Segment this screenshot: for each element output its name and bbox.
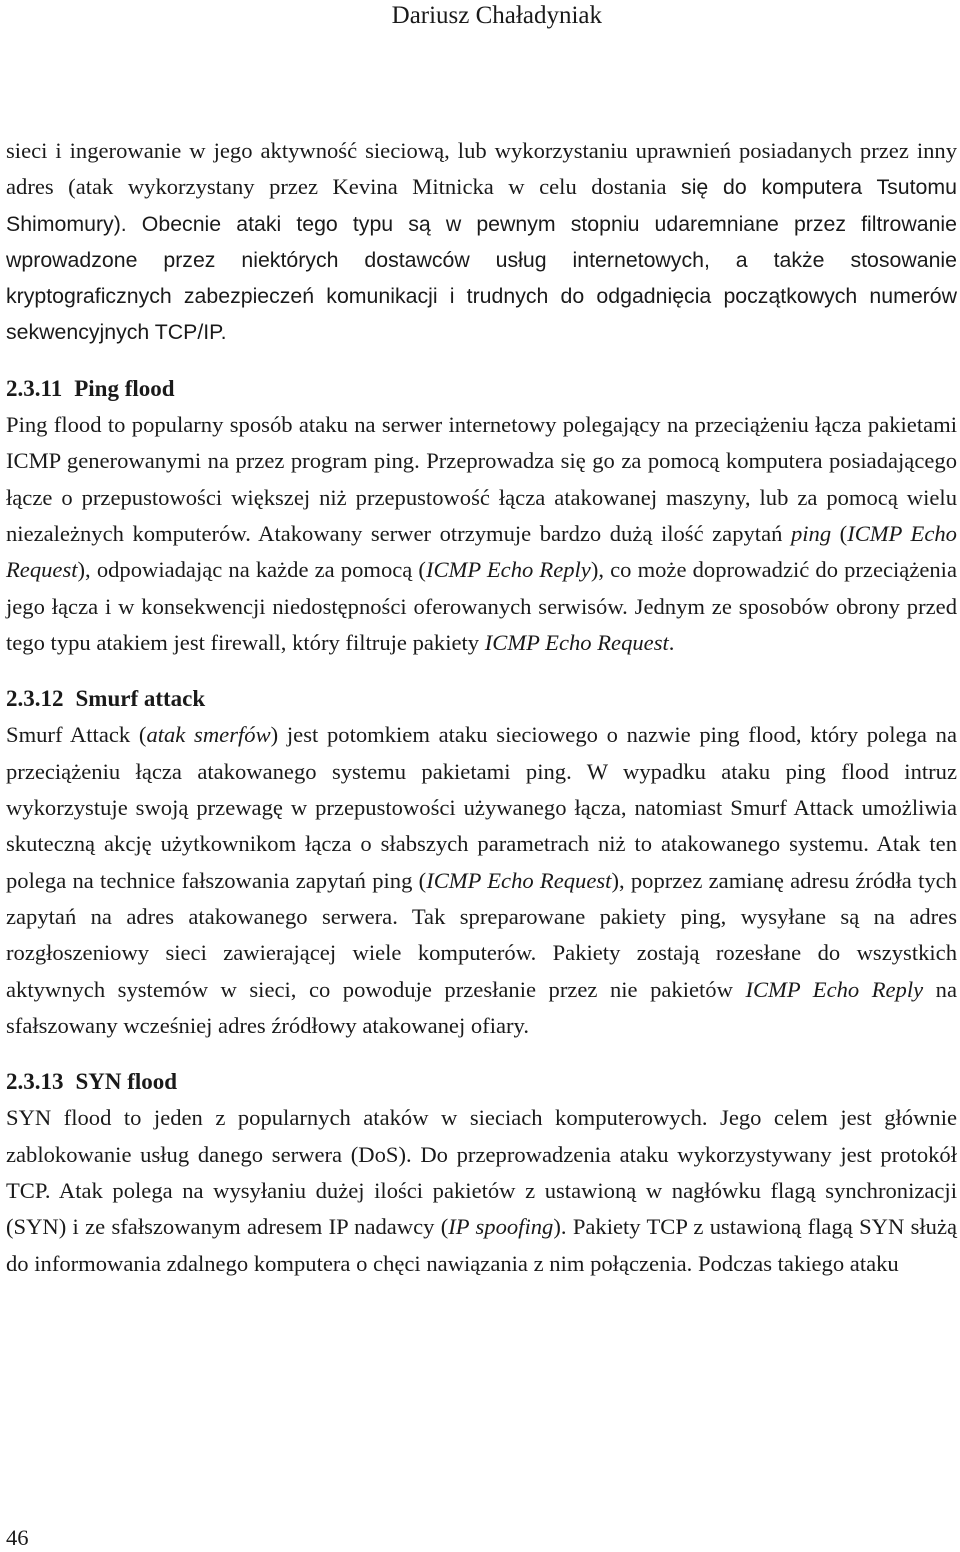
emphasis-text: ICMP Echo Reply	[425, 557, 591, 583]
emphasis-text: ICMP Echo Reply	[745, 976, 924, 1002]
running-header: Dariusz Chaładyniak	[391, 2, 602, 29]
emphasis-text: ICMP Echo Request	[484, 629, 669, 655]
page-number: 46	[6, 1525, 29, 1550]
section-number: 2.3.13	[6, 1069, 64, 1095]
syn-flood-paragraph	[6, 1100, 957, 1281]
section-number: 2.3.11	[6, 375, 63, 401]
emphasis-text: ICMP Echo Request	[426, 867, 612, 893]
section-heading-syn-flood	[6, 1064, 957, 1100]
paragraph-text: (	[831, 520, 848, 546]
intro-text-sans: się do komputera Tsutomu Shimomury). Obecnie ataki tego typu są w pewnym stopniu udaremniane przez filtrowanie wprowadzone przez niektórych dostawców usług internetowych, a także stosowanie kryptograficznych zabezpieczeń komunikacji i trudnych do odgadnięcia początkowych numerów sekwencyjnych TCP/IP.	[6, 175, 957, 345]
section-heading-smurf-attack	[6, 681, 957, 717]
page-content	[6, 133, 957, 1282]
paragraph-text: Ping flood to popularny sposób ataku na serwer internetowy polegający na przeciążeniu łącza pakietami ICMP generowanymi na przez program ping. Przeprowadza się go za pomocą komputera posiadającego łącze o przepustowości większej niż przepustowość łącza atakowanej maszyny, lub za pomocą wielu niezależnych komputerów. Atakowany serwer otrzymuje bardzo dużą ilość zapytań	[6, 412, 957, 546]
ping-flood-paragraph	[6, 407, 957, 661]
paragraph-text: ), poprzez zamianę adresu źródła tych zapytań na adres atakowanego serwera. Tak spreparowane pakiety ping, wysyłane są na adres rozgłoszeniowy sieci zawierającej wiele komputerów. Pakiety zostają rozesłane do wszystkich aktywnych systemów w sieci, co powoduje przesłanie przez nie pakietów	[6, 867, 957, 1002]
emphasis-text: ping	[790, 520, 832, 546]
emphasis-text: IP spoofing	[448, 1214, 554, 1240]
paragraph-text: ). Pakiety TCP z ustawioną flagą SYN służą do informowania zdalnego komputera o chęci nawiązania z nim połączenia. Podczas takiego ataku	[6, 1214, 957, 1276]
section-number: 2.3.12	[6, 686, 64, 712]
section-title: Smurf attack	[75, 686, 206, 712]
paragraph-text: Smurf Attack (	[6, 722, 147, 748]
paragraph-text: .	[668, 629, 675, 655]
section-title: Ping flood	[74, 375, 175, 401]
section-title: SYN flood	[75, 1069, 178, 1095]
paragraph-text: na sfałszowany wcześniej adres źródłowy atakowanej ofiary.	[6, 976, 958, 1038]
emphasis-text: ICMP Echo Request	[6, 520, 957, 583]
paragraph-text: ) jest potomkiem ataku sieciowego o nazwie ping flood, który polega na przeciążeniu łącza atakowanego systemu pakietami ping. W wypadku ataku ping flood intruz wykorzystuje swoją przewagę w przepustowości używanego łącza, natomiast Smurf Attack umożliwia skuteczną akcję użytkownikom łącza o słabszych parametrach niż to atakowanego systemu. Atak ten polega na technice fałszowania zapytań ping (	[6, 722, 957, 893]
paragraph-text: ), co może doprowadzić do przeciążenia jego łącza i w konsekwencji niedostępności oferowanych serwisów. Jednym ze sposobów obrony przed tego typu atakiem jest firewall, który filtruje pakiety	[6, 557, 957, 655]
emphasis-text: atak smerfów	[146, 722, 271, 748]
intro-paragraph	[6, 133, 957, 351]
section-heading-ping-flood	[6, 371, 957, 407]
paragraph-text: ), odpowiadając na każde za pomocą (	[77, 557, 426, 583]
smurf-attack-paragraph	[6, 717, 957, 1044]
paragraph-text: SYN flood to jeden z popularnych ataków w sieciach komputerowych. Jego celem jest głównie zablokowanie usług danego serwera (DoS). Do przeprowadzenia ataku wykorzystywany jest protokół TCP. Atak polega na wysyłaniu dużej ilości pakietów z ustawioną w nagłówku flagą synchronizacji (SYN) i ze sfałszowanym adresem IP nadawcy (	[6, 1105, 957, 1240]
intro-text: sieci i ingerowanie w jego aktywność sieciową, lub wykorzystaniu uprawnień posiadanych przez inny adres (atak wykorzystany przez Kevina Mitnicka w celu dostania	[6, 138, 957, 200]
